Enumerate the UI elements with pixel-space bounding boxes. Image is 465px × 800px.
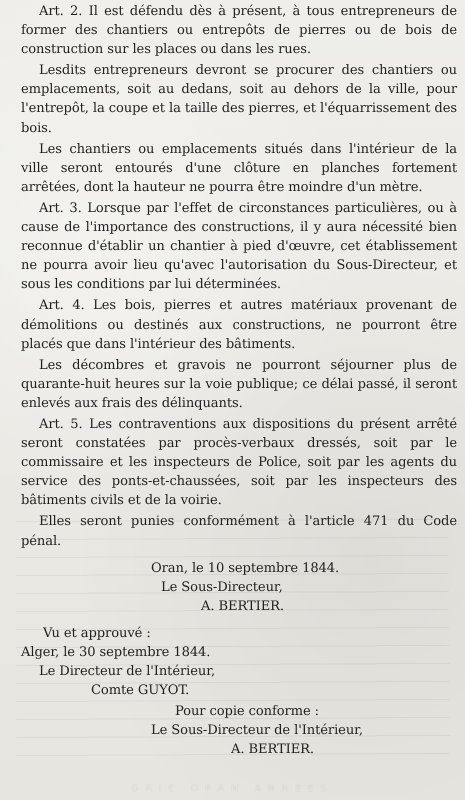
signature-name-line: A. BERTIER. xyxy=(201,598,284,614)
paragraph-art-4: Art. 4. Les bois, pierres et autres matériaux provenant de démolitions ou destinés aux constructions, ne pourront être placés que dans l'intérieur des bâtiments. xyxy=(21,298,457,352)
signature-date-line: Oran, le 10 septembre 1844. xyxy=(151,560,340,576)
paragraph-entrepreneurs: Lesdits entrepreneurs devront se procurer des chantiers ou emplacements, soit au dedans, soit au dehors de la ville, pour l'entrepôt, la coupe et la taille des pierres, et l'équarrissement des bois. xyxy=(21,63,457,136)
paragraph-art-3: Art. 3. Lorsque par l'effet de circonstances particulières, ou à cause de l'importance des constructions, il y aura nécessité bien reconnue d'établir un chantier à pied d'œuvre, cet établissement ne pourra avoir lieu qu'avec l'autorisation du Sous-Directeur, et sous les conditions par lui déterminées. xyxy=(21,200,457,293)
approval-name-line: Comte GUYOT. xyxy=(91,683,190,699)
signature-block xyxy=(21,559,457,616)
paragraph-code-penal: Elles seront punies conformément à l'article 471 du Code pénal. xyxy=(21,514,457,549)
paragraph-decombres: Les décombres et gravois ne pourront séjourner plus de quarante-huit heures sur la voie publique; ce délai passé, il seront enlevés aux frais des délinquants. xyxy=(21,357,457,411)
document-body xyxy=(21,2,457,760)
approval-date-line: Alger, le 30 septembre 1844. xyxy=(21,645,211,660)
copy-name-line: A. BERTIER. xyxy=(231,742,314,758)
watermark-footer: GRIE ORAN ANNEES xyxy=(131,784,334,794)
copy-title-line: Le Sous-Directeur de l'Intérieur, xyxy=(151,723,363,739)
paragraph-art-5: Art. 5. Les contraventions aux dispositions du présent arrêté seront constatées par procès-verbaux dressés, soit par le commissaire et les inspecteurs de Police, soit par les agents du service des ponts-et-chaussées, soit par les inspecteurs des bâtiments civils et de la voirie. xyxy=(21,416,457,509)
copy-heading: Pour copie conforme : xyxy=(175,704,319,720)
paragraph-chantiers-interieur: Les chantiers ou emplacements situés dans l'intérieur de la ville seront entourés d'une clôture en planches fortement arrêtées, dont la hauteur ne pourra être moindre d'un mètre. xyxy=(21,141,457,195)
paragraph-art-2: Art. 2. Il est défendu dès à présent, à tous entrepreneurs de former des chantiers ou entrepôts de pierres ou de bois de construction sur les places ou dans les rues. xyxy=(21,4,457,58)
approval-title-line: Le Directeur de l'Intérieur, xyxy=(39,664,216,680)
copy-block xyxy=(21,702,457,759)
approval-heading: Vu et approuvé : xyxy=(43,625,151,641)
approval-block xyxy=(21,624,457,700)
signature-title-line: Le Sous-Directeur, xyxy=(161,579,283,595)
